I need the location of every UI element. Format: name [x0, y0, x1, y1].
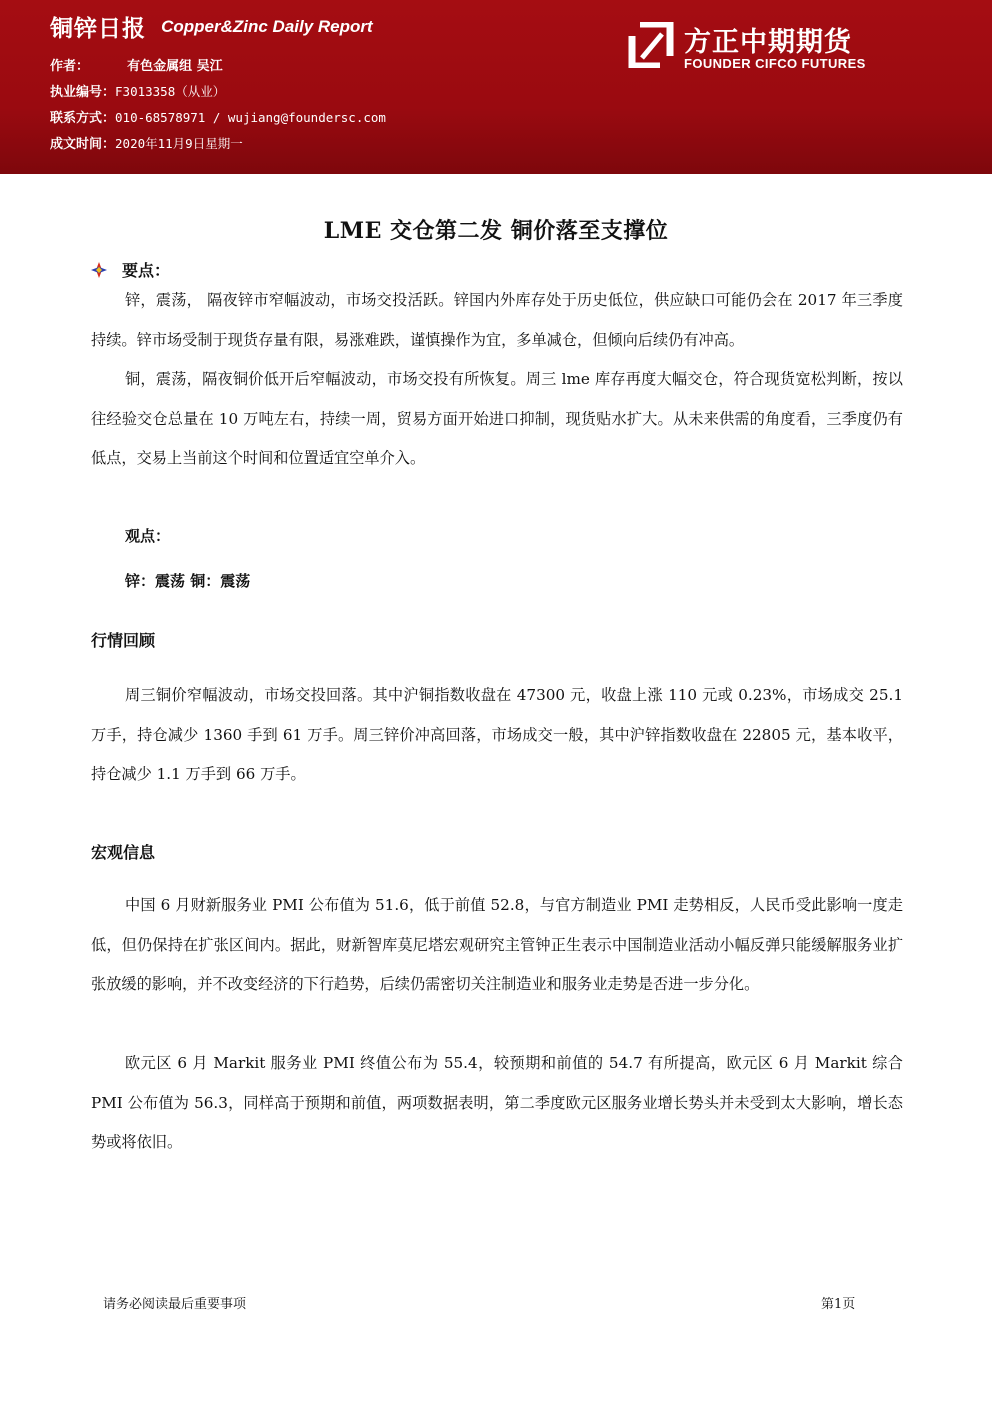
- license-label: 执业编号：: [50, 85, 116, 100]
- report-header: [0, 0, 992, 174]
- macro-paragraph-eurozone: 欧元区 6 月 Markit 服务业 PMI 终值公布为 55.4，较预期和前值的 54.7 有所提高，欧元区 6 月 Markit 综合 PMI 公布值为 56.3，同样高于预期和前值，两项数据表明，第二季度欧元区服务业增长势头并未受到太大影响，增长态势或将依旧。: [91, 1054, 903, 1151]
- company-logo: [628, 22, 888, 76]
- logo-text-cn: 方正中期期货: [684, 27, 852, 58]
- key-point-zinc: 锌，震荡， 隔夜锌市窄幅波动，市场交投活跃。锌国内外库存处于历史低位，供应缺口可能仍会在 2017 年三季度持续。锌市场受制于现货存量有限，易涨难跌，谨慎操作为宜，多单减仓，但倾向后续仍有冲高。: [91, 291, 903, 349]
- key-points-heading-row: [90, 258, 170, 281]
- date-value: 2020年11月9日星期一: [115, 136, 243, 151]
- diamond-bullet-icon: [90, 261, 108, 279]
- license-row: [50, 81, 225, 100]
- key-points-heading: 要点：: [122, 261, 171, 280]
- license-value: F3013358（从业）: [115, 84, 226, 99]
- page-number: 第1页: [821, 1297, 856, 1312]
- market-review-paragraph: 周三铜价窄幅波动，市场交投回落。其中沪铜指数收盘在 47300 元，收盘上涨 110 元或 0.23%，市场成交 25.1 万手，持仓减少 1360 手到 61 万手。周三锌价冲高回落，市场成交一般，其中沪锌指数收盘在 22805 元，基本收平，持仓减少 1.1 万手到 66 万手。: [91, 686, 903, 783]
- view-heading: 观点：: [125, 527, 171, 545]
- author-value: 有色金属组 吴江: [127, 59, 223, 74]
- macro-paragraph-china: 中国 6 月财新服务业 PMI 公布值为 51.6，低于前值 52.8，与官方制造业 PMI 走势相反，人民币受此影响一度走低，但仍保持在扩张区间内。据此，财新智库莫尼塔宏观研究主管钟正生表示中国制造业活动小幅反弹只能缓解服务业扩张放缓的影响，并不改变经济的下行趋势，后续仍需密切关注制造业和服务业走势是否进一步分化。: [91, 896, 903, 993]
- macro-heading: 宏观信息: [91, 843, 156, 862]
- author-label: 作者：: [50, 59, 90, 74]
- report-title-en: Copper&Zinc Daily Report: [161, 16, 373, 36]
- author-row: [50, 55, 223, 74]
- view-text: 锌：震荡 铜：震荡: [125, 572, 251, 590]
- document-title: LME 交仓第二发 铜价落至支撑位: [323, 218, 669, 244]
- footer-notice: 请务必阅读最后重要事项: [103, 1297, 247, 1312]
- report-title-row: [50, 10, 373, 43]
- market-review-heading: 行情回顾: [91, 631, 156, 650]
- date-label: 成文时间：: [50, 137, 116, 152]
- logo-mark-icon: [628, 22, 674, 68]
- date-row: [50, 133, 243, 152]
- contact-row: [50, 107, 386, 126]
- report-title-cn: 铜锌日报: [50, 16, 146, 42]
- contact-label: 联系方式：: [50, 111, 116, 126]
- logo-text-en: FOUNDER CIFCO FUTURES: [684, 56, 866, 71]
- key-point-copper: 铜，震荡，隔夜铜价低开后窄幅波动，市场交投有所恢复。周三 lme 库存再度大幅交仓，符合现货宽松判断，按以往经验交仓总量在 10 万吨左右，持续一周，贸易方面开始进口抑制，现货贴水扩大。从未来供需的角度看，三季度仍有低点，交易上当前这个时间和位置适宜空单介入。: [91, 370, 903, 467]
- contact-value[interactable]: 010-68578971 / wujiang@foundersc.com: [115, 110, 386, 125]
